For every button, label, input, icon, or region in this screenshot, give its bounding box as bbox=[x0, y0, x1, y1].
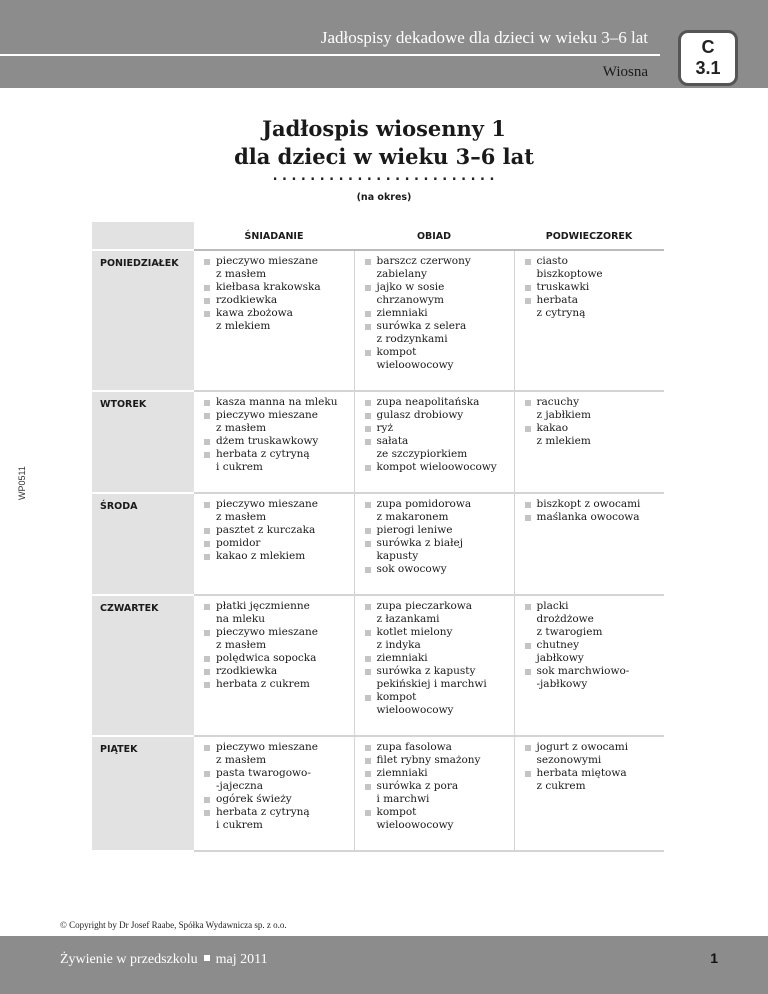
meal-item bbox=[523, 767, 661, 793]
meal-item bbox=[202, 448, 350, 474]
meal-item bbox=[202, 665, 350, 678]
meal-item-text: z mlekiem bbox=[216, 320, 271, 332]
meal-item-text: kakao bbox=[536, 422, 569, 434]
meal-item-text: kawa zbożowa bbox=[216, 307, 293, 319]
meal-list bbox=[363, 498, 510, 576]
breakfast-cell bbox=[194, 250, 354, 391]
meal-item-text: wieloowocowy bbox=[376, 704, 454, 716]
meal-item-text: filet rybny smażony bbox=[376, 754, 481, 766]
meal-item-text: pieczywo mieszane bbox=[216, 741, 318, 753]
section-code-letter: C bbox=[701, 37, 715, 57]
meal-item bbox=[523, 281, 661, 294]
breakfast-cell bbox=[194, 595, 354, 736]
meal-item-text: z masłem bbox=[216, 422, 267, 434]
meal-list bbox=[202, 396, 350, 474]
meal-item-text: pieczywo mieszane bbox=[216, 255, 318, 267]
meal-list bbox=[523, 498, 661, 524]
meal-item-text: ze szczypiorkiem bbox=[376, 448, 468, 460]
meal-item bbox=[363, 806, 510, 832]
meal-list bbox=[363, 600, 510, 717]
meal-item bbox=[202, 741, 350, 767]
meal-item-text: kompot bbox=[376, 346, 417, 358]
meal-item-text: zupa pomidorowa bbox=[376, 498, 472, 510]
meal-item bbox=[202, 537, 350, 550]
meal-item-text: rzodkiewka bbox=[216, 665, 278, 677]
meal-item bbox=[202, 396, 350, 409]
table-row bbox=[92, 736, 664, 851]
meal-item-text: herbata z cytryną bbox=[216, 448, 310, 460]
meal-item-text: placki bbox=[536, 600, 569, 612]
meal-item-text: kompot wieloowocowy bbox=[376, 461, 497, 473]
meal-item bbox=[523, 741, 661, 767]
meal-item-text: jajko w sosie bbox=[376, 281, 445, 293]
meal-item-text: wieloowocowy bbox=[376, 359, 454, 371]
meal-item-text: jogurt z owocami bbox=[536, 741, 629, 753]
meal-list bbox=[523, 396, 661, 448]
day-label: PIĄTEK bbox=[92, 736, 194, 851]
meal-item bbox=[202, 793, 350, 806]
meal-item bbox=[202, 524, 350, 537]
meal-item-text: sałata bbox=[376, 435, 409, 447]
meal-list bbox=[523, 255, 661, 320]
meal-list bbox=[363, 396, 510, 474]
meal-item-text: z mlekiem bbox=[536, 435, 591, 447]
meal-item-text: z masłem bbox=[216, 268, 267, 280]
period-fill-line: ........................ bbox=[270, 168, 498, 184]
meal-list bbox=[202, 741, 350, 832]
period-label: (na okres) bbox=[356, 192, 412, 203]
meal-item-text: z masłem bbox=[216, 639, 267, 651]
meal-item-text: z jabłkiem bbox=[536, 409, 591, 421]
meal-item-text: -jabłkowy bbox=[536, 678, 588, 690]
meal-item bbox=[363, 767, 510, 780]
meal-item bbox=[202, 806, 350, 832]
meal-item bbox=[202, 626, 350, 652]
header-title: Jadłospisy dekadowe dla dzieci w wieku 3–6 lat bbox=[320, 28, 648, 47]
snack-cell bbox=[514, 595, 664, 736]
meal-item bbox=[363, 524, 510, 537]
publication-name: Żywienie w przedszkolu bbox=[60, 952, 198, 967]
meal-list bbox=[523, 600, 661, 691]
meal-item bbox=[363, 461, 510, 474]
snack-cell bbox=[514, 250, 664, 391]
meal-item-text: biszkoptowe bbox=[536, 268, 603, 280]
copyright-notice: © Copyright by Dr Josef Raabe, Spółka Wydawnicza sp. z o.o. bbox=[60, 920, 287, 930]
day-label: ŚRODA bbox=[92, 493, 194, 595]
meal-item-text: herbata bbox=[536, 294, 578, 306]
table-row bbox=[92, 391, 664, 493]
menu-table-body bbox=[92, 250, 664, 851]
day-label: PONIEDZIAŁEK bbox=[92, 250, 194, 391]
meal-item-text: kasza manna na mleku bbox=[216, 396, 338, 408]
meal-item-text: kapusty bbox=[376, 550, 419, 562]
meal-item bbox=[363, 691, 510, 717]
meal-item-text: pieczywo mieszane bbox=[216, 498, 318, 510]
page-title-line2: dla dzieci w wieku 3–6 lat bbox=[234, 144, 534, 169]
publication-date: maj 2011 bbox=[215, 952, 268, 967]
meal-item-text: i marchwi bbox=[376, 793, 430, 805]
meal-item-text: sok owocowy bbox=[376, 563, 447, 575]
meal-list bbox=[363, 741, 510, 832]
meal-item-text: pieczywo mieszane bbox=[216, 409, 318, 421]
meal-item-text: ziemniaki bbox=[376, 767, 428, 779]
meal-item bbox=[202, 600, 350, 626]
column-header-breakfast: ŚNIADANIE bbox=[194, 222, 354, 250]
column-header-snack: PODWIECZOREK bbox=[514, 222, 664, 250]
meal-item-text: z masłem bbox=[216, 754, 267, 766]
meal-item-text: pasta twarogowo- bbox=[216, 767, 311, 779]
meal-item-text: jabłkowy bbox=[536, 652, 584, 664]
meal-item-text: ziemniaki bbox=[376, 307, 428, 319]
breakfast-cell bbox=[194, 493, 354, 595]
table-row bbox=[92, 595, 664, 736]
meal-item bbox=[363, 409, 510, 422]
meal-item-text: rzodkiewka bbox=[216, 294, 278, 306]
meal-item-text: płatki jęczmienne bbox=[216, 600, 310, 612]
meal-item-text: chutney bbox=[536, 639, 580, 651]
meal-item-text: barszcz czerwony bbox=[376, 255, 471, 267]
meal-item bbox=[202, 281, 350, 294]
meal-item-text: surówka z kapusty bbox=[376, 665, 476, 677]
meal-item-text: zupa fasolowa bbox=[376, 741, 452, 753]
meal-item-text: i cukrem bbox=[216, 461, 263, 473]
meal-item-text: dżem truskawkowy bbox=[216, 435, 319, 447]
footer-separator bbox=[204, 955, 210, 961]
day-label: WTOREK bbox=[92, 391, 194, 493]
meal-item bbox=[363, 626, 510, 652]
meal-item-text: herbata miętowa bbox=[536, 767, 627, 779]
meal-item-text: surówka z selera bbox=[376, 320, 467, 332]
meal-item bbox=[363, 741, 510, 754]
section-code-number: 3.1 bbox=[695, 58, 721, 78]
meal-item bbox=[363, 320, 510, 346]
meal-item bbox=[363, 255, 510, 281]
meal-item-text: drożdżowe bbox=[536, 613, 594, 625]
lunch-cell bbox=[354, 736, 514, 851]
lunch-cell bbox=[354, 493, 514, 595]
meal-item bbox=[202, 550, 350, 563]
meal-item bbox=[202, 652, 350, 665]
meal-item-text: herbata z cukrem bbox=[216, 678, 310, 690]
meal-item-text: sezonowymi bbox=[536, 754, 602, 766]
meal-item bbox=[363, 396, 510, 409]
meal-item-text: zupa neapolitańska bbox=[376, 396, 480, 408]
lunch-cell bbox=[354, 595, 514, 736]
meal-item bbox=[523, 665, 661, 691]
meal-item bbox=[363, 281, 510, 307]
meal-item bbox=[202, 255, 350, 281]
meal-item bbox=[523, 600, 661, 639]
meal-item-text: ogórek świeży bbox=[216, 793, 292, 805]
meal-item bbox=[523, 294, 661, 320]
meal-item bbox=[523, 255, 661, 281]
meal-item-text: truskawki bbox=[536, 281, 590, 293]
meal-item-text: pasztet z kurczaka bbox=[216, 524, 316, 536]
meal-item-text: chrzanowym bbox=[376, 294, 444, 306]
meal-item bbox=[523, 639, 661, 665]
meal-item-text: z rodzynkami bbox=[376, 333, 448, 345]
meal-item bbox=[363, 665, 510, 691]
header-season: Wiosna bbox=[602, 64, 648, 80]
meal-item bbox=[523, 498, 661, 511]
table-row bbox=[92, 250, 664, 391]
meal-item-text: biszkopt z owocami bbox=[536, 498, 641, 510]
meal-item bbox=[523, 396, 661, 422]
side-code: WP0511 bbox=[17, 466, 27, 500]
lunch-cell bbox=[354, 391, 514, 493]
snack-cell bbox=[514, 391, 664, 493]
meal-item-text: zabielany bbox=[376, 268, 427, 280]
meal-item-text: racuchy bbox=[536, 396, 579, 408]
meal-item-text: wieloowocowy bbox=[376, 819, 454, 831]
meal-list bbox=[202, 600, 350, 691]
meal-item-text: z indyka bbox=[376, 639, 421, 651]
menu-table bbox=[92, 222, 664, 852]
table-corner bbox=[92, 222, 194, 250]
page-title bbox=[0, 115, 768, 171]
meal-item-text: na mleku bbox=[216, 613, 266, 625]
meal-item bbox=[363, 498, 510, 524]
meal-item-text: polędwica sopocka bbox=[216, 652, 317, 664]
meal-item-text: z twarogiem bbox=[536, 626, 603, 638]
meal-item bbox=[363, 537, 510, 563]
meal-item bbox=[363, 780, 510, 806]
meal-item bbox=[363, 435, 510, 461]
meal-item bbox=[202, 294, 350, 307]
meal-item-text: kompot bbox=[376, 806, 417, 818]
meal-item bbox=[202, 435, 350, 448]
page-number: 1 bbox=[710, 950, 718, 966]
meal-item bbox=[363, 307, 510, 320]
meal-item-text: kotlet mielony bbox=[376, 626, 453, 638]
meal-item-text: z makaronem bbox=[376, 511, 449, 523]
meal-item-text: ziemniaki bbox=[376, 652, 428, 664]
meal-item-text: kompot bbox=[376, 691, 417, 703]
snack-cell bbox=[514, 493, 664, 595]
table-row bbox=[92, 493, 664, 595]
breakfast-cell bbox=[194, 736, 354, 851]
meal-item-text: -jajeczna bbox=[216, 780, 263, 792]
meal-item bbox=[363, 346, 510, 372]
meal-item-text: z cytryną bbox=[536, 307, 586, 319]
meal-item-text: herbata z cytryną bbox=[216, 806, 310, 818]
header-divider bbox=[0, 54, 660, 56]
day-label: CZWARTEK bbox=[92, 595, 194, 736]
meal-item-text: maślanka owocowa bbox=[536, 511, 640, 523]
meal-item bbox=[363, 652, 510, 665]
meal-item bbox=[363, 600, 510, 626]
lunch-cell bbox=[354, 250, 514, 391]
page-title-line1: Jadłospis wiosenny 1 bbox=[262, 116, 506, 141]
column-header-lunch: OBIAD bbox=[354, 222, 514, 250]
meal-item-text: pekińskiej i marchwi bbox=[376, 678, 487, 690]
meal-item-text: pieczywo mieszane bbox=[216, 626, 318, 638]
meal-list bbox=[202, 498, 350, 563]
meal-item-text: kiełbasa krakowska bbox=[216, 281, 321, 293]
meal-item-text: z cukrem bbox=[536, 780, 586, 792]
meal-item-text: surówka z białej bbox=[376, 537, 464, 549]
meal-item bbox=[202, 307, 350, 333]
meal-item-text: pierogi leniwe bbox=[376, 524, 453, 536]
meal-item-text: pomidor bbox=[216, 537, 261, 549]
meal-item-text: kakao z mlekiem bbox=[216, 550, 306, 562]
section-code-badge bbox=[678, 30, 738, 86]
meal-item bbox=[202, 498, 350, 524]
meal-item-text: i cukrem bbox=[216, 819, 263, 831]
meal-list bbox=[523, 741, 661, 793]
meal-item bbox=[523, 511, 661, 524]
meal-item-text: z masłem bbox=[216, 511, 267, 523]
meal-item-text: sok marchwiowo- bbox=[536, 665, 630, 677]
meal-item-text: ryż bbox=[376, 422, 393, 434]
breakfast-cell bbox=[194, 391, 354, 493]
meal-list bbox=[363, 255, 510, 372]
meal-item bbox=[202, 678, 350, 691]
table-header-row bbox=[92, 222, 664, 250]
meal-item bbox=[363, 422, 510, 435]
meal-item bbox=[202, 409, 350, 435]
meal-item-text: gulasz drobiowy bbox=[376, 409, 464, 421]
meal-item-text: z łazankami bbox=[376, 613, 440, 625]
meal-item bbox=[202, 767, 350, 793]
footer-publication bbox=[60, 952, 268, 968]
meal-item-text: ciasto bbox=[536, 255, 568, 267]
meal-item-text: surówka z pora bbox=[376, 780, 459, 792]
meal-list bbox=[202, 255, 350, 333]
meal-item bbox=[523, 422, 661, 448]
meal-item bbox=[363, 754, 510, 767]
meal-item-text: zupa pieczarkowa bbox=[376, 600, 473, 612]
snack-cell bbox=[514, 736, 664, 851]
meal-item bbox=[363, 563, 510, 576]
